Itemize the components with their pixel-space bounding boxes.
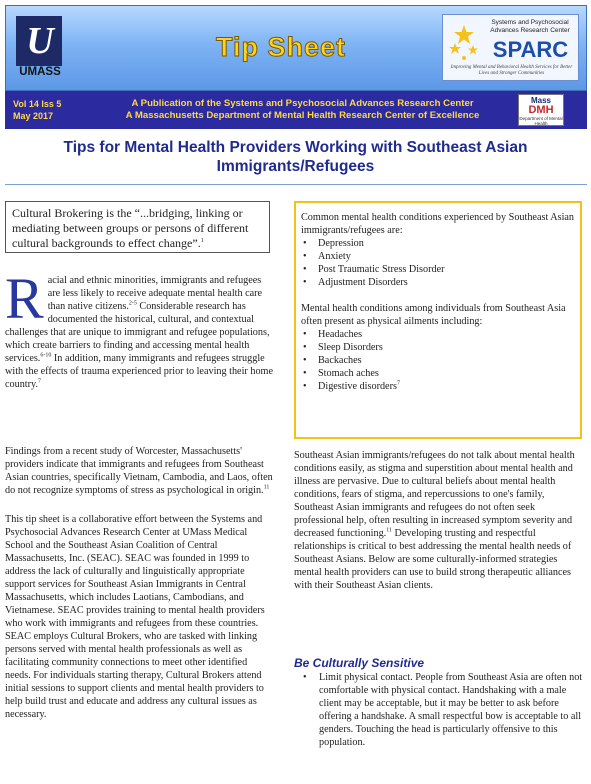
cultural-brokering-quote: Cultural Brokering is the “...bridging, linking or mediating between groups or persons of different cultural backgrounds to effect change”.$^1$: [5, 201, 270, 253]
umass-logo: U UMASS: [16, 16, 62, 78]
drop-cap: R: [5, 266, 44, 331]
publication-info-bar: [5, 91, 587, 129]
issue-info: [13, 98, 61, 122]
intro-paragraph: Racial and ethnic minorities, immigrants and refugees are less likely to receive adequate mental health care than native citizens.$^{2-5}$ Considerable research has documented the historical, cultural, and contextual challenges that are unique to immigrant and refugee populations, which create barriers to finding and accessing mental health services.$^{6-10}$ In addition, many immigrants and refugees struggle with the effects of trauma experienced prior to leaving their home country.$^7$: [5, 266, 273, 390]
collaboration-paragraph: This tip sheet is a collaborative effort between the Systems and Psychosocial Advances Research Center at UMass Medical School and the Southeast Asian Coalition of Central Massachusetts, Inc. (SEAC). SEAC was founded in 1999 to address the lack of culturally and linguistically appropriate support services for Southeast Asian Immigrants in Central Massachusetts, which includes Laotians, Cambodians, and Vietnamese. SEAC provides training to mental health providers who work with immigrants and refugees from these countries. SEAC employs Cultural Brokers, who are tasked with linking persons served with mental health professionals as well as facilitating community connections to meet other identified needs. For individuals starting therapy, Cultural Brokers attend initial sessions to support clients and mental health providers to help build trust and educate and address any cultural issues as necessary.: [5, 514, 265, 720]
sparc-center-name: Systems and Psychosocial Advances Research Center: [490, 19, 570, 34]
conditions-box: [294, 201, 582, 439]
stigma-paragraph: Southeast Asian immigrants/refugees do not talk about mental health conditions easily, as stigma and superstition about mental health and illness are pervasive. Due to cultural beliefs about mental health conditions, fears of stigma, and repercussions to one's family, Southeast Asian immigrants and refugees do not often seek professional help, often resulting in increased symptom severity and decreased functioning.$^{11}$ Developing trusting and respectful relationships is critical to best addressing the mental health needs of Southeast Asians. Below are some culturally-informed strategies mental health providers can use to build strong therapeutic alliances with their Southeast Asian clients.: [294, 450, 575, 591]
conditions-list: [301, 237, 575, 289]
volume-issue: Vol 14 Iss 5: [13, 99, 62, 109]
findings-paragraph: Findings from a recent study of Worcester, Massachusetts' providers indicate that immigrants and refugees from Southeast Asian countries, specifically Vietnam, Cambodia, and Laos, often do not recognize symptoms of stress as psychological in origin.$^{11}$: [5, 446, 273, 496]
conditions-intro: Common mental health conditions experienced by Southeast Asian immigrants/refugees are:: [301, 212, 575, 236]
list-item: • Limit physical contact. People from Southeast Asia are often not comfortable with physical contact. Handshaking with a male client may be acceptable, but it may be better to ask before offering a handshake. A small respectful bow is acceptable to all genders. Touching the head is particularly offensive to this population.: [294, 671, 584, 749]
list-item: • Depression: [301, 237, 575, 250]
mass-dmh-logo: Mass DMH Department of Mental Health: [519, 96, 563, 126]
title-divider: [5, 184, 587, 185]
ailments-list: [301, 328, 575, 393]
tips-list: [294, 671, 584, 749]
list-item: • Adjustment Disorders: [301, 276, 575, 289]
issue-date: May 2017: [13, 111, 54, 121]
stars-icon: [447, 23, 481, 63]
publication-statement: A Publication of the Systems and Psychosocial Advances Research Center A Massachusetts Department of Mental Health Research Center of Excellence: [125, 98, 480, 121]
list-item: • Sleep Disorders: [301, 341, 575, 354]
list-item: • Backaches: [301, 354, 575, 367]
document-title: Tips for Mental Health Providers Working with Southeast Asian Immigrants/Refugees: [63, 139, 528, 175]
list-item: • Post Traumatic Stress Disorder: [301, 263, 575, 276]
section-heading: Be Culturally Sensitive: [294, 656, 425, 670]
sparc-tagline: Improving Mental and Behavioral Health Services for Better Lives and Stronger Communities: [450, 65, 573, 76]
header-banner: [5, 5, 587, 91]
sparc-logo: [442, 14, 579, 81]
sparc-wordmark: SPARC: [492, 37, 569, 62]
list-item: • Digestive disorders$^7$: [301, 380, 575, 393]
tip-sheet-title: Tip Sheet: [215, 32, 347, 62]
umass-logo-text: UMASS: [19, 66, 61, 78]
ailments-intro: Mental health conditions among individuals from Southeast Asia often present as physical ailments including:: [301, 303, 566, 327]
list-item: • Stomach aches: [301, 367, 575, 380]
list-item: • Headaches: [301, 328, 575, 341]
list-item: • Anxiety: [301, 250, 575, 263]
